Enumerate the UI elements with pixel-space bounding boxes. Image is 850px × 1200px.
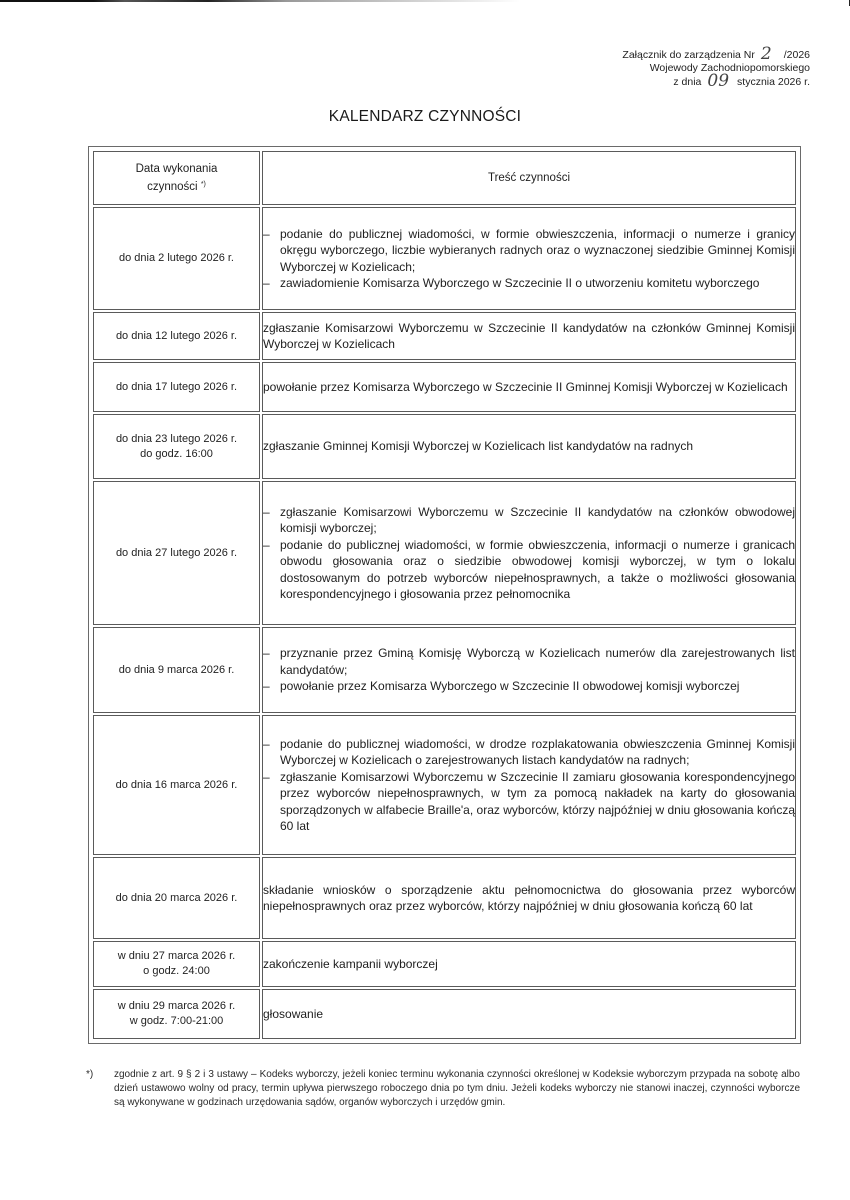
handwritten-number: 2 bbox=[760, 44, 772, 64]
activity-item bbox=[263, 645, 795, 678]
annex-reference bbox=[510, 44, 810, 91]
dash-bullet-icon: – bbox=[263, 769, 270, 784]
activity-list bbox=[263, 736, 795, 835]
activity-list bbox=[263, 504, 795, 603]
dash-bullet-icon: – bbox=[263, 679, 270, 694]
date-cell bbox=[93, 414, 260, 479]
activity-text: zgłaszanie Gminnej Komisji Wyborczej w Kozielicach list kandydatów na radnych bbox=[263, 439, 694, 454]
content-cell bbox=[262, 312, 796, 360]
table-row bbox=[93, 627, 796, 713]
footnote bbox=[88, 1068, 800, 1109]
date-text: w dniu 29 marca 2026 r. bbox=[117, 1000, 236, 1012]
date-text: do godz. 16:00 bbox=[140, 447, 213, 460]
activity-item bbox=[263, 769, 795, 835]
content-cell bbox=[262, 627, 796, 713]
calendar-table-frame bbox=[88, 146, 801, 1044]
header-content: Treść czynności bbox=[262, 151, 796, 205]
table-row bbox=[93, 207, 796, 310]
calendar-table-body bbox=[93, 207, 796, 1039]
activity-text: składanie wniosków o sporządzenie aktu pełnomocnictwa do głosowania przez wyborców niepełnosprawnych oraz przez wyborców, którzy najpóźniej w dniu głosowania kończą 60 lat bbox=[263, 882, 795, 913]
table-header-row bbox=[93, 151, 796, 205]
activity-item bbox=[263, 736, 795, 769]
activity-text: podanie do publicznej wiadomości, w drodze rozplakatowania obwieszczenia Gminnej Komisji Wyborczej w Kozielicach o zarejestrowanych listach kandydatów na radnych; bbox=[280, 736, 795, 767]
activity-list bbox=[263, 226, 795, 292]
activity-text: podanie do publicznej wiadomości, w formie obwieszczenia, informacji o numerze i granicy okręgu wyborczego, liczbie wybieranych radnych oraz o wyznaczonej siedzibie Gminnej Komisji Wyborczej w Kozielicach; bbox=[280, 226, 795, 274]
table-row bbox=[93, 414, 796, 479]
date-text: w dniu 27 marca 2026 r. bbox=[117, 950, 236, 962]
handwritten-day: 09 bbox=[707, 71, 730, 91]
activity-item bbox=[263, 226, 795, 276]
date-cell bbox=[93, 312, 260, 360]
dash-bullet-icon: – bbox=[263, 504, 270, 519]
content-cell bbox=[262, 207, 796, 310]
date-text: do dnia 27 lutego 2026 r. bbox=[115, 546, 238, 559]
header-date bbox=[93, 151, 260, 205]
activity-item bbox=[263, 537, 795, 603]
activity-text: zawiadomienie Komisarza Wyborczego w Szczecinie II o utworzeniu komitetu wyborczego bbox=[280, 276, 760, 290]
content-cell bbox=[262, 941, 796, 987]
activity-item bbox=[263, 504, 795, 537]
activity-text: głosowanie bbox=[263, 1006, 324, 1021]
activity-list bbox=[263, 645, 795, 695]
date-text: do dnia 16 marca 2026 r. bbox=[115, 778, 238, 791]
activity-item bbox=[263, 275, 795, 292]
content-cell bbox=[262, 481, 796, 625]
table-row bbox=[93, 941, 796, 987]
content-cell bbox=[262, 362, 796, 412]
activity-text: zgłaszanie Komisarzowi Wyborczemu w Szczecinie II kandydatów na członków obwodowej komisji wyborczej; bbox=[280, 504, 795, 535]
date-text: do dnia 20 marca 2026 r. bbox=[115, 891, 238, 904]
document-title: KALENDARZ CZYNNOŚCI bbox=[328, 108, 522, 125]
table-row bbox=[93, 481, 796, 625]
header-date-line-1: Data wykonania bbox=[135, 162, 218, 175]
table-row bbox=[93, 362, 796, 412]
date-cell bbox=[93, 989, 260, 1039]
date-cell bbox=[93, 941, 260, 987]
date-text: do dnia 12 lutego 2026 r. bbox=[115, 329, 238, 342]
activity-text: powołanie przez Komisarza Wyborczego w Szczecinie II Gminnej Komisji Wyborczej w Kozielicach bbox=[263, 379, 788, 394]
dash-bullet-icon: – bbox=[263, 226, 270, 241]
calendar-table bbox=[91, 149, 798, 1041]
dash-bullet-icon: – bbox=[263, 276, 270, 290]
date-cell bbox=[93, 627, 260, 713]
content-cell bbox=[262, 414, 796, 479]
date-text: w godz. 7:00-21:00 bbox=[129, 1015, 224, 1027]
date-text: do dnia 9 marca 2026 r. bbox=[118, 663, 235, 676]
activity-text: podanie do publicznej wiadomości, w formie obwieszczenia, informacji o numerze i granicach obwodu głosowania oraz o siedzibie obwodowej komisji wyborczej, w tym o lokalu dostosowanym do potrzeb wyborców niepełnosprawnych, a także o możliwości głosowania korespondencyjnego i głosowania przez pełnomocnika bbox=[280, 537, 795, 601]
date-text: o godz. 24:00 bbox=[143, 965, 210, 977]
annex-line-3 bbox=[510, 71, 810, 91]
dash-bullet-icon: – bbox=[263, 537, 270, 552]
table-row bbox=[93, 989, 796, 1039]
table-row bbox=[93, 312, 796, 360]
content-cell bbox=[262, 989, 796, 1039]
date-text: do dnia 17 lutego 2026 r. bbox=[115, 380, 238, 393]
table-row bbox=[93, 715, 796, 855]
activity-text: powołanie przez Komisarza Wyborczego w Szczecinie II obwodowej komisji wyborczej bbox=[280, 679, 740, 694]
annex-date-suffix: stycznia 2026 r. bbox=[737, 76, 810, 88]
activity-text: zgłaszanie Komisarzowi Wyborczemu w Szczecinie II zamiaru głosowania korespondencyjnego przez wyborców niepełnosprawnych, w tym za pomocą nakładek na karty do głosowania sporządzonych w alfabecie Braille'a, oraz wyborców, którzy najpóźniej w dniu głosowania kończą 60 lat bbox=[280, 769, 795, 833]
annex-prefix: Załącznik do zarządzenia Nr bbox=[622, 49, 755, 61]
content-cell bbox=[262, 857, 796, 939]
dash-bullet-icon: – bbox=[263, 736, 270, 751]
annex-line-1 bbox=[510, 44, 810, 64]
date-text: do dnia 2 lutego 2026 r. bbox=[119, 252, 234, 264]
activity-text: przyznanie przez Gminą Komisję Wyborczą w Kozielicach numerów dla zarejestrowanych list kandydatów; bbox=[280, 646, 795, 677]
activity-text: zakończenie kampanii wyborczej bbox=[263, 956, 438, 971]
scan-edge-artifact bbox=[0, 0, 520, 2]
footnote-marker: *) bbox=[86, 1069, 94, 1080]
date-cell bbox=[93, 362, 260, 412]
date-cell bbox=[93, 715, 260, 855]
content-cell bbox=[262, 715, 796, 855]
activity-item bbox=[263, 678, 795, 695]
dash-bullet-icon: – bbox=[263, 646, 270, 661]
date-text: do dnia 23 lutego 2026 r. bbox=[115, 432, 238, 445]
footnote-reference-marker: *) bbox=[200, 180, 206, 188]
header-date-line-2: czynności bbox=[147, 180, 198, 193]
activity-text: zgłaszanie Komisarzowi Wyborczemu w Szczecinie II kandydatów na członków Gminnej Komisji Wyborczej w Kozielicach bbox=[263, 320, 795, 351]
date-cell bbox=[93, 207, 260, 310]
date-cell bbox=[93, 481, 260, 625]
annex-date-prefix: z dnia bbox=[673, 76, 702, 88]
table-row bbox=[93, 857, 796, 939]
date-cell bbox=[93, 857, 260, 939]
annex-line-2: Wojewody Zachodniopomorskiego bbox=[649, 62, 810, 74]
footnote-text: zgodnie z art. 9 § 2 i 3 ustawy – Kodeks wyborczy, jeżeli koniec terminu wykonania czynności określonej w Kodeksie wyborczym przypada na sobotę albo dzień ustawowo wolny od pracy, termin upływa pierwszego roboczego dnia po tym dniu. Jeżeli kodeks wyborczy nie stanowi inaczej, czynności wyborcze są wykonywane w godzinach urzędowania sądów, organów wyborczych i urzędów gmin. bbox=[114, 1069, 800, 1108]
annex-year: /2026 bbox=[783, 49, 810, 61]
